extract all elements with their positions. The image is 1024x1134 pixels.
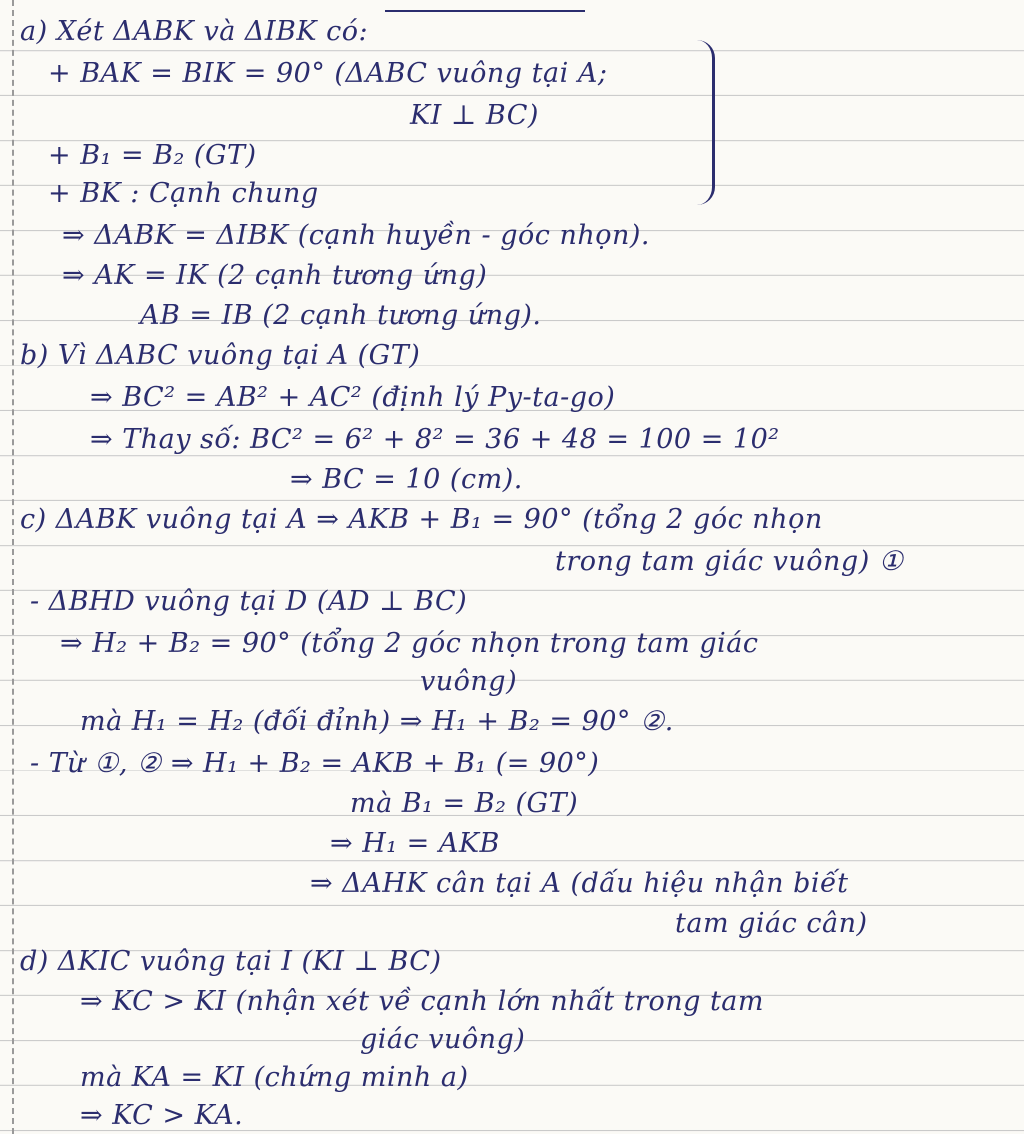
line-a-ab-ib: AB = IB (2 cạnh tương ứng). (140, 300, 542, 331)
line-c-intro: c) ΔABK vuông tại A ⇒ AKB + B₁ = 90° (tổng 2 góc nhọn (20, 504, 823, 535)
line-a-intro: a) Xét ΔABK và ΔIBK có: (20, 16, 369, 47)
line-c-bhd: - ΔBHD vuông tại D (AD ⊥ BC) (30, 586, 468, 617)
line-d-intro: d) ΔKIC vuông tại I (KI ⊥ BC) (20, 946, 442, 977)
line-b-substitute: ⇒ Thay số: BC² = 6² + 8² = 36 + 48 = 100 = 10² (90, 424, 780, 455)
top-underline (385, 0, 585, 12)
line-d-conclusion: ⇒ KC > KA. (80, 1100, 244, 1131)
margin-line (12, 0, 14, 1134)
line-c-vertical: mà H₁ = H₂ (đối đỉnh) ⇒ H₁ + B₂ = 90° ②. (80, 706, 674, 737)
line-c-isosceles-cont: tam giác cân) (675, 908, 868, 939)
line-c-isosceles: ⇒ ΔAHK cân tại A (dấu hiệu nhận biết (310, 868, 849, 899)
line-a-ak-ik: ⇒ AK = IK (2 cạnh tương ứng) (62, 260, 488, 291)
line-b-pythagoras: ⇒ BC² = AB² + AC² (định lý Py-ta-go) (90, 382, 616, 413)
line-c-h2-b2: ⇒ H₂ + B₂ = 90° (tổng 2 góc nhọn trong tam giác (60, 628, 759, 659)
line-c-b1-b2: mà B₁ = B₂ (GT) (350, 788, 579, 819)
line-c-from: - Từ ①, ② ⇒ H₁ + B₂ = AKB + B₁ (= 90°) (30, 748, 600, 779)
line-c-h1-akb: ⇒ H₁ = AKB (330, 828, 500, 859)
line-d-right: giác vuông) (360, 1024, 526, 1055)
right-brace (690, 40, 715, 205)
line-b-result: ⇒ BC = 10 (cm). (290, 464, 523, 495)
line-a-common-side: + BK : Cạnh chung (48, 178, 319, 209)
line-d-kc-ki: ⇒ KC > KI (nhận xét về cạnh lớn nhất trong tam (80, 986, 764, 1017)
line-a-perp: KI ⊥ BC) (410, 100, 539, 131)
line-a-angles-equal: + B₁ = B₂ (GT) (48, 140, 257, 171)
line-c-right: vuông) (420, 666, 518, 697)
line-d-ka-ki: mà KA = KI (chứng minh a) (80, 1062, 469, 1093)
line-b-intro: b) Vì ΔABC vuông tại A (GT) (20, 340, 421, 371)
line-a-angle: + BAK = BIK = 90° (ΔABC vuông tại A; (48, 58, 608, 89)
line-c-note-1: trong tam giác vuông) ① (555, 546, 904, 577)
line-a-congruent: ⇒ ΔABK = ΔIBK (cạnh huyền - góc nhọn). (62, 220, 650, 251)
